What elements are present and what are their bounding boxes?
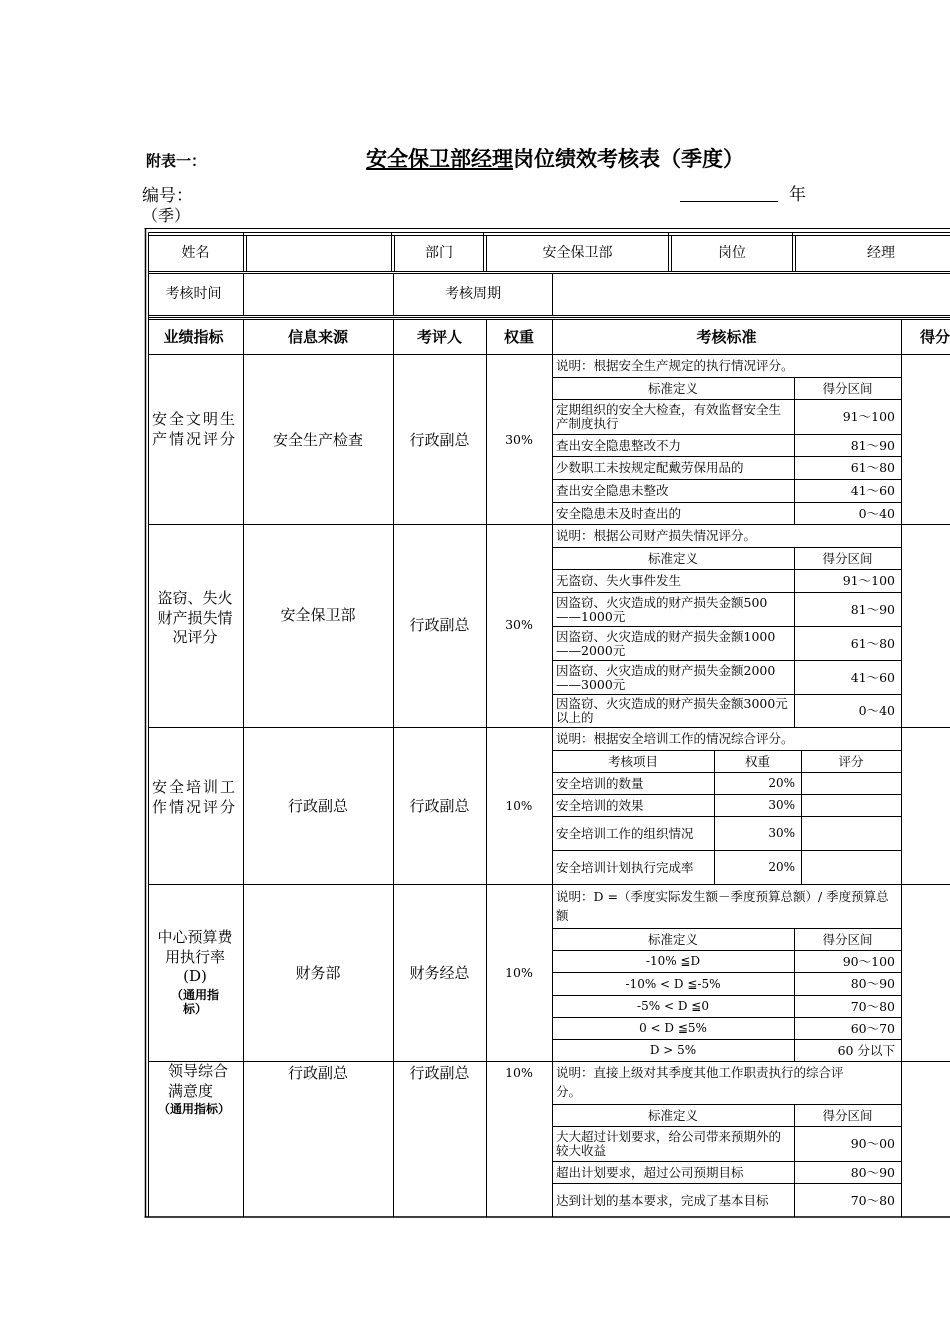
s4-note: 说明：D =（季度实际发生额－季度预算总额）/ 季度预算总额 [556, 889, 889, 923]
quarter-label: （季） [142, 206, 191, 225]
dept-value: 安全保卫部 [542, 245, 613, 261]
s2-row3-def: 因盗窃、火灾造成的财产损失金额1000——2000元 [556, 628, 776, 658]
time-label: 考核时间 [165, 286, 222, 302]
s2-row5-range: 0～40 [858, 703, 895, 718]
s1-row2-range: 81～90 [850, 437, 895, 453]
s3-row1-weight: 20% [768, 776, 795, 790]
s4-range-header: 得分区间 [822, 931, 873, 947]
s4-row4-def: 0 < D ≦5% [639, 1021, 707, 1035]
s1-row4-range: 41～60 [850, 483, 895, 498]
serial-number-label: 编号： [142, 186, 193, 206]
title-rest: 岗位绩效考核表（季度） [513, 146, 744, 171]
s4-row3-def: -5% < D ≦0 [637, 999, 709, 1013]
s5-weight: 10% [505, 1065, 533, 1080]
s4-row5-range: 60 分以下 [837, 1042, 895, 1058]
s2-row1-range: 91～100 [842, 573, 895, 588]
s1-reviewer: 行政副总 [409, 430, 470, 449]
s1-row1-range: 91～100 [842, 409, 895, 424]
s2-def-header: 标准定义 [647, 550, 698, 566]
s2-row4-range: 41～60 [850, 669, 895, 685]
col-source: 信息来源 [287, 328, 348, 346]
s4-indicator: 中心预算费用执行率(D) [157, 928, 233, 985]
s5-row2-range: 80～90 [850, 1164, 895, 1180]
s5-range-header: 得分区间 [822, 1107, 873, 1123]
col-indicator: 业绩指标 [163, 328, 224, 346]
s5-reviewer: 行政副总 [409, 1064, 470, 1082]
s2-reviewer: 行政副总 [409, 616, 470, 634]
col-reviewer: 考评人 [416, 328, 462, 346]
s1-weight: 30% [505, 431, 533, 447]
s3-row4-score[interactable] [801, 851, 901, 884]
col-score: 得分 [920, 328, 950, 346]
s4-row1-def: -10% ≦D [645, 954, 701, 968]
s3-reviewer: 行政副总 [409, 797, 470, 815]
s2-weight: 30% [505, 617, 533, 632]
s3-row2-weight: 30% [768, 798, 795, 812]
s3-row1-item: 安全培训的数量 [556, 775, 644, 791]
s1-row3-range: 61～80 [850, 460, 895, 475]
s2-row5-def: 因盗窃、火灾造成的财产损失金额3000元以上的 [556, 696, 788, 725]
s5-row3-range: 70～80 [850, 1192, 895, 1208]
s2-note: 说明：根据公司财产损失情况评分。 [556, 528, 757, 543]
s4-reviewer: 财务经总 [409, 964, 470, 982]
s1-source: 安全生产检查 [272, 430, 363, 449]
col-weight: 权重 [503, 328, 534, 346]
s1-row3-def: 少数职工未按规定配戴劳保用品的 [556, 460, 744, 475]
s2-row2-def: 因盗窃、火灾造成的财产损失金额500——1000元 [556, 594, 768, 624]
s3-note: 说明：根据安全培训工作的情况综合评分。 [556, 731, 794, 746]
s5-general-tag: （通用指标） [158, 1102, 231, 1116]
s5-indicator: 领导综合满意度 [168, 1062, 229, 1100]
s1-range-header: 得分区间 [822, 380, 873, 396]
time-value[interactable] [243, 274, 393, 314]
s5-source: 行政副总 [287, 1064, 348, 1082]
title-underlined: 安全保卫部经理 [366, 146, 513, 171]
s4-source: 财务部 [295, 964, 341, 982]
year-blank-line [680, 184, 778, 202]
s3-row4-item: 安全培训计划执行完成率 [556, 859, 694, 875]
s4-row3-range: 70～80 [850, 998, 895, 1014]
s2-row1-def: 无盗窃、失火事件发生 [556, 573, 682, 588]
s3-row2-item: 安全培训的效果 [556, 797, 644, 813]
s3-row2-score[interactable] [801, 795, 901, 816]
s5-def-header: 标准定义 [647, 1107, 698, 1123]
col-standard: 考核标准 [696, 328, 757, 346]
s5-row1-def: 大大超过计划要求，给公司带来预期外的较大收益 [556, 1129, 782, 1158]
s4-row2-range: 80～90 [850, 976, 895, 991]
s2-row3-range: 61～80 [850, 635, 895, 651]
post-value: 经理 [867, 245, 895, 261]
dept-label: 部门 [425, 245, 453, 261]
period-label: 考核周期 [445, 286, 501, 302]
s5-row1-range: 90～00 [850, 1136, 895, 1151]
s3-item-header: 考核项目 [607, 753, 658, 769]
s5-row2-def: 超出计划要求，超过公司预期目标 [556, 1164, 744, 1180]
s3-score-header: 评分 [838, 753, 864, 769]
s2-row4-def: 因盗窃、火灾造成的财产损失金额2000——3000元 [556, 662, 776, 692]
s3-weight-header: 权重 [744, 753, 770, 769]
post-label: 岗位 [718, 245, 746, 261]
name-label: 姓名 [181, 245, 210, 261]
s2-indicator: 盗窃、失火财产损失情况评分 [157, 589, 233, 646]
s4-row1-range: 90～100 [842, 953, 895, 969]
s4-row5-def: D > 5% [649, 1043, 697, 1057]
attachment-label: 附表一： [146, 152, 207, 170]
s4-row4-range: 60～70 [850, 1020, 895, 1036]
s1-row1-def: 定期组织的安全大检查，有效监督安全生产制度执行 [556, 402, 782, 431]
s3-weight: 10% [505, 798, 533, 813]
s4-weight: 10% [505, 965, 533, 980]
s2-source: 安全保卫部 [280, 606, 356, 624]
year-label: 年 [789, 185, 806, 205]
s3-row3-score[interactable] [801, 817, 901, 850]
s3-row1-score[interactable] [801, 773, 901, 794]
s1-note: 说明：根据安全生产规定的执行情况评分。 [556, 358, 794, 373]
s2-range-header: 得分区间 [822, 550, 873, 566]
s4-general-tag: （通用指标） [170, 988, 219, 1016]
s3-row4-weight: 20% [768, 860, 795, 874]
s3-row3-weight: 30% [768, 826, 795, 840]
s1-row4-def: 查出安全隐患未整改 [556, 483, 669, 498]
name-value[interactable] [245, 236, 391, 270]
s2-row2-range: 81～90 [850, 601, 895, 617]
s1-def-header: 标准定义 [647, 380, 698, 396]
s1-indicator: 安全文明生产情况评分 [152, 410, 235, 448]
period-value[interactable] [552, 274, 950, 314]
s1-row5-range: 0～40 [858, 505, 895, 521]
s1-row5-def: 安全隐患未及时查出的 [556, 505, 682, 521]
s3-indicator: 安全培训工作情况评分 [152, 778, 235, 816]
s3-row3-item: 安全培训工作的组织情况 [556, 825, 694, 841]
assessment-table [144, 228, 950, 1218]
s4-def-header: 标准定义 [647, 931, 698, 947]
s4-row2-def: -10% < D ≦-5% [625, 976, 721, 991]
s1-row2-def: 查出安全隐患整改不力 [556, 437, 682, 453]
page-title [366, 143, 744, 173]
s5-row3-def: 达到计划的基本要求，完成了基本目标 [556, 1192, 769, 1208]
s5-note: 说明：直接上级对其季度其他工作职责执行的综合评分。 [556, 1065, 844, 1099]
s3-source: 行政副总 [287, 797, 348, 815]
